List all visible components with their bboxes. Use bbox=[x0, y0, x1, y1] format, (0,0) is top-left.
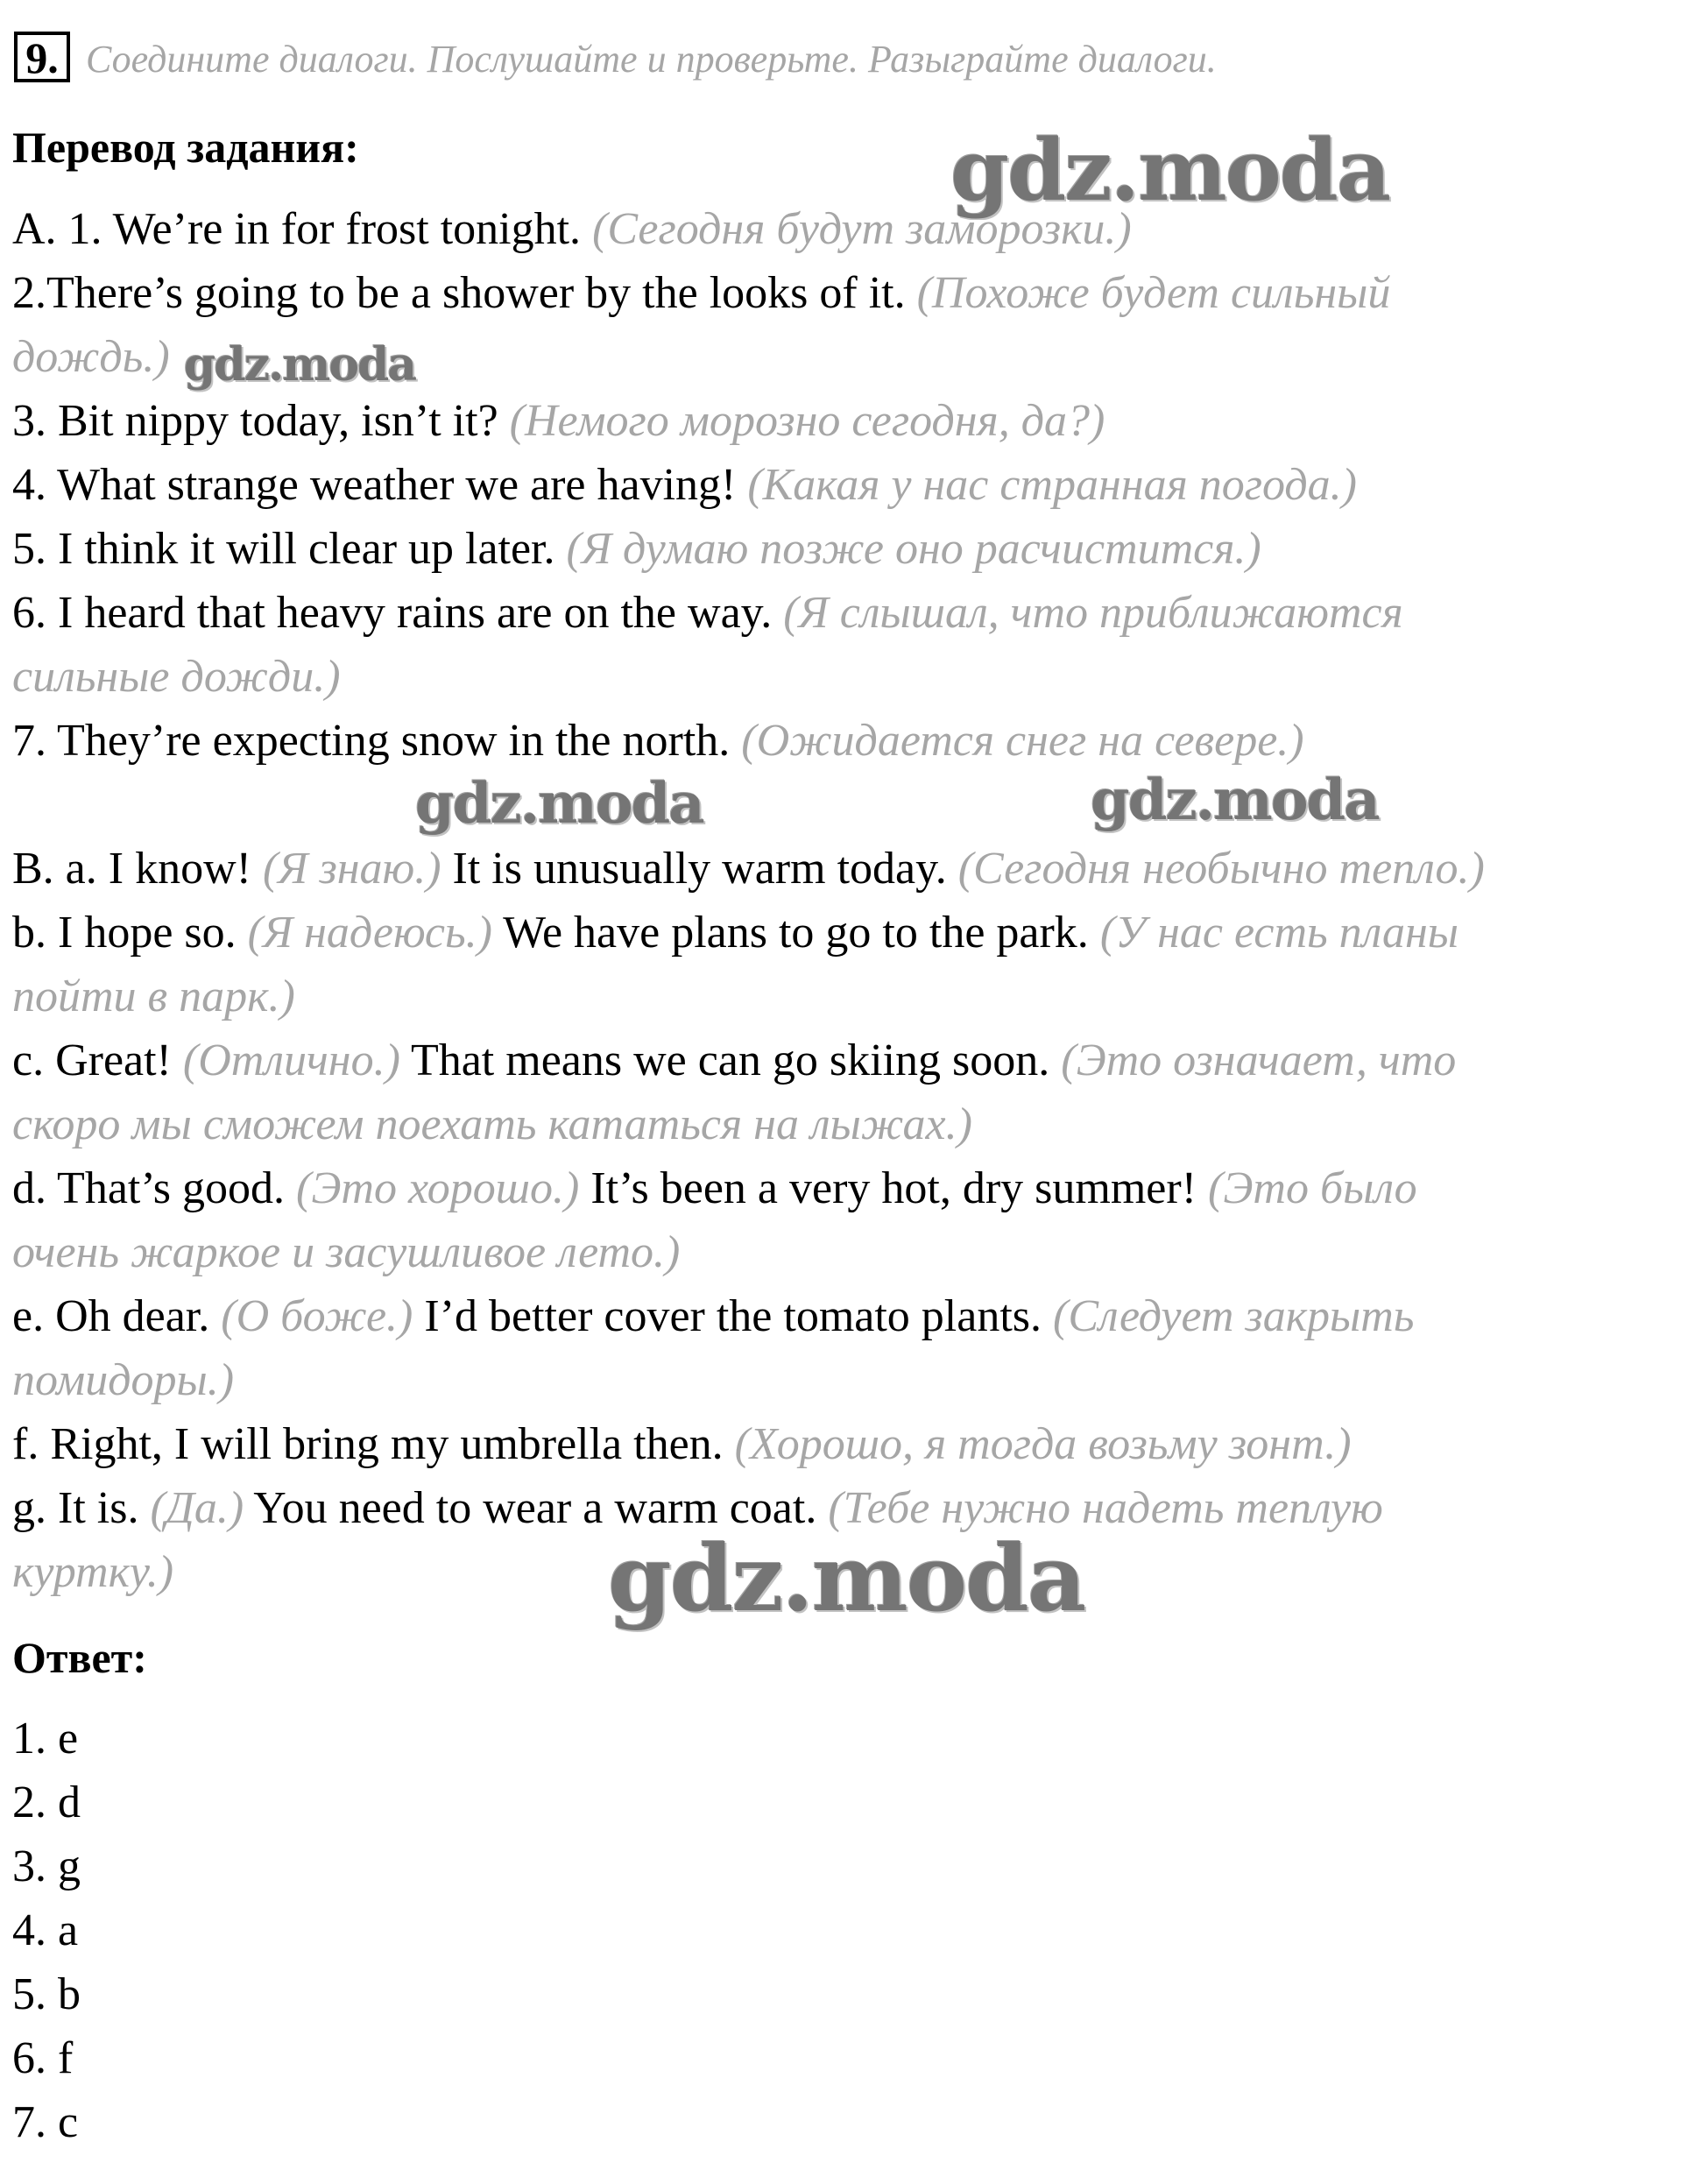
part-b-line-f: f. Right, I will bring my umbrella then. (Хорошо, я тогда возьму зонт.) bbox=[12, 1419, 1352, 1469]
task-number: 9. bbox=[14, 32, 70, 82]
part-a-line-2-cont: дождь.) bbox=[12, 332, 170, 382]
part-a-line-2: 2.There’s going to be a shower by the looks of it. (Похоже будет сильный bbox=[12, 268, 1391, 318]
answer-item: 5. b bbox=[12, 1969, 81, 2019]
part-a-line-4: 4. What strange weather we are having! (Какая у нас странная погода.) bbox=[12, 460, 1357, 510]
part-b-line-d: d. That’s good. (Это хорошо.) It’s been a very hot, dry summer! (Это было bbox=[12, 1163, 1417, 1213]
part-b-line-g: g. It is. (Да.) You need to wear a warm coat. (Тебе нужно надеть теплую bbox=[12, 1483, 1383, 1533]
part-b-line-d-cont: очень жаркое и засушливое лето.) bbox=[12, 1227, 681, 1277]
part-b-line-a: B. a. I know! (Я знаю.) It is unusually warm today. (Сегодня необычно тепло.) bbox=[12, 844, 1485, 894]
part-a-line-5: 5. I think it will clear up later. (Я думаю позже оно расчистится.) bbox=[12, 524, 1261, 574]
answer-item: 6. f bbox=[12, 2033, 74, 2083]
answer-item: 2. d bbox=[12, 1778, 81, 1827]
watermark-logo: gdz.moda bbox=[1091, 767, 1379, 833]
watermark-logo: gdz.moda bbox=[415, 771, 703, 837]
watermark-logo: gdz.moda bbox=[608, 1524, 1085, 1632]
answer-item: 4. a bbox=[12, 1905, 79, 1955]
answer-item: 7. c bbox=[12, 2097, 79, 2147]
part-b-line-e-cont: помидоры.) bbox=[12, 1355, 235, 1405]
part-a-line-3: 3. Bit nippy today, isn’t it? (Немого морозно сегодня, да?) bbox=[12, 396, 1105, 446]
part-b-line-c-cont: скоро мы сможем поехать кататься на лыжах.) bbox=[12, 1099, 972, 1149]
task-instruction: Соедините диалоги. Послушайте и проверьте. Разыграйте диалоги. bbox=[86, 38, 1217, 81]
part-b-line-b-cont: пойти в парк.) bbox=[12, 972, 295, 1021]
part-b-line-e: e. Oh dear. (О боже.) I’d better cover the tomato plants. (Следует закрыть bbox=[12, 1291, 1415, 1341]
part-b-line-b: b. I hope so. (Я надеюсь.) We have plans to go to the park. (У нас есть планы bbox=[12, 908, 1459, 958]
watermark-logo: gdz.moda bbox=[950, 121, 1390, 220]
answer-heading: Ответ: bbox=[12, 1633, 147, 1682]
part-b-line-g-cont: куртку.) bbox=[12, 1547, 174, 1597]
part-a-line-6-cont: сильные дожди.) bbox=[12, 652, 341, 702]
part-a-line-7: 7. They’re expecting snow in the north. (Ожидается снег на севере.) bbox=[12, 716, 1304, 766]
answer-item: 1. e bbox=[12, 1714, 79, 1763]
part-a-line-1: A. 1. We’re in for frost tonight. (Сегодня будут заморозки.) bbox=[12, 204, 1132, 254]
watermark-logo: gdz.moda bbox=[184, 338, 416, 392]
part-a-line-6: 6. I heard that heavy rains are on the way. (Я слышал, что приближаются bbox=[12, 588, 1403, 638]
translation-heading: Перевод задания: bbox=[12, 123, 359, 172]
answer-item: 3. g bbox=[12, 1841, 81, 1891]
part-b-line-c: c. Great! (Отлично.) That means we can go skiing soon. (Это означает, что bbox=[12, 1035, 1457, 1085]
